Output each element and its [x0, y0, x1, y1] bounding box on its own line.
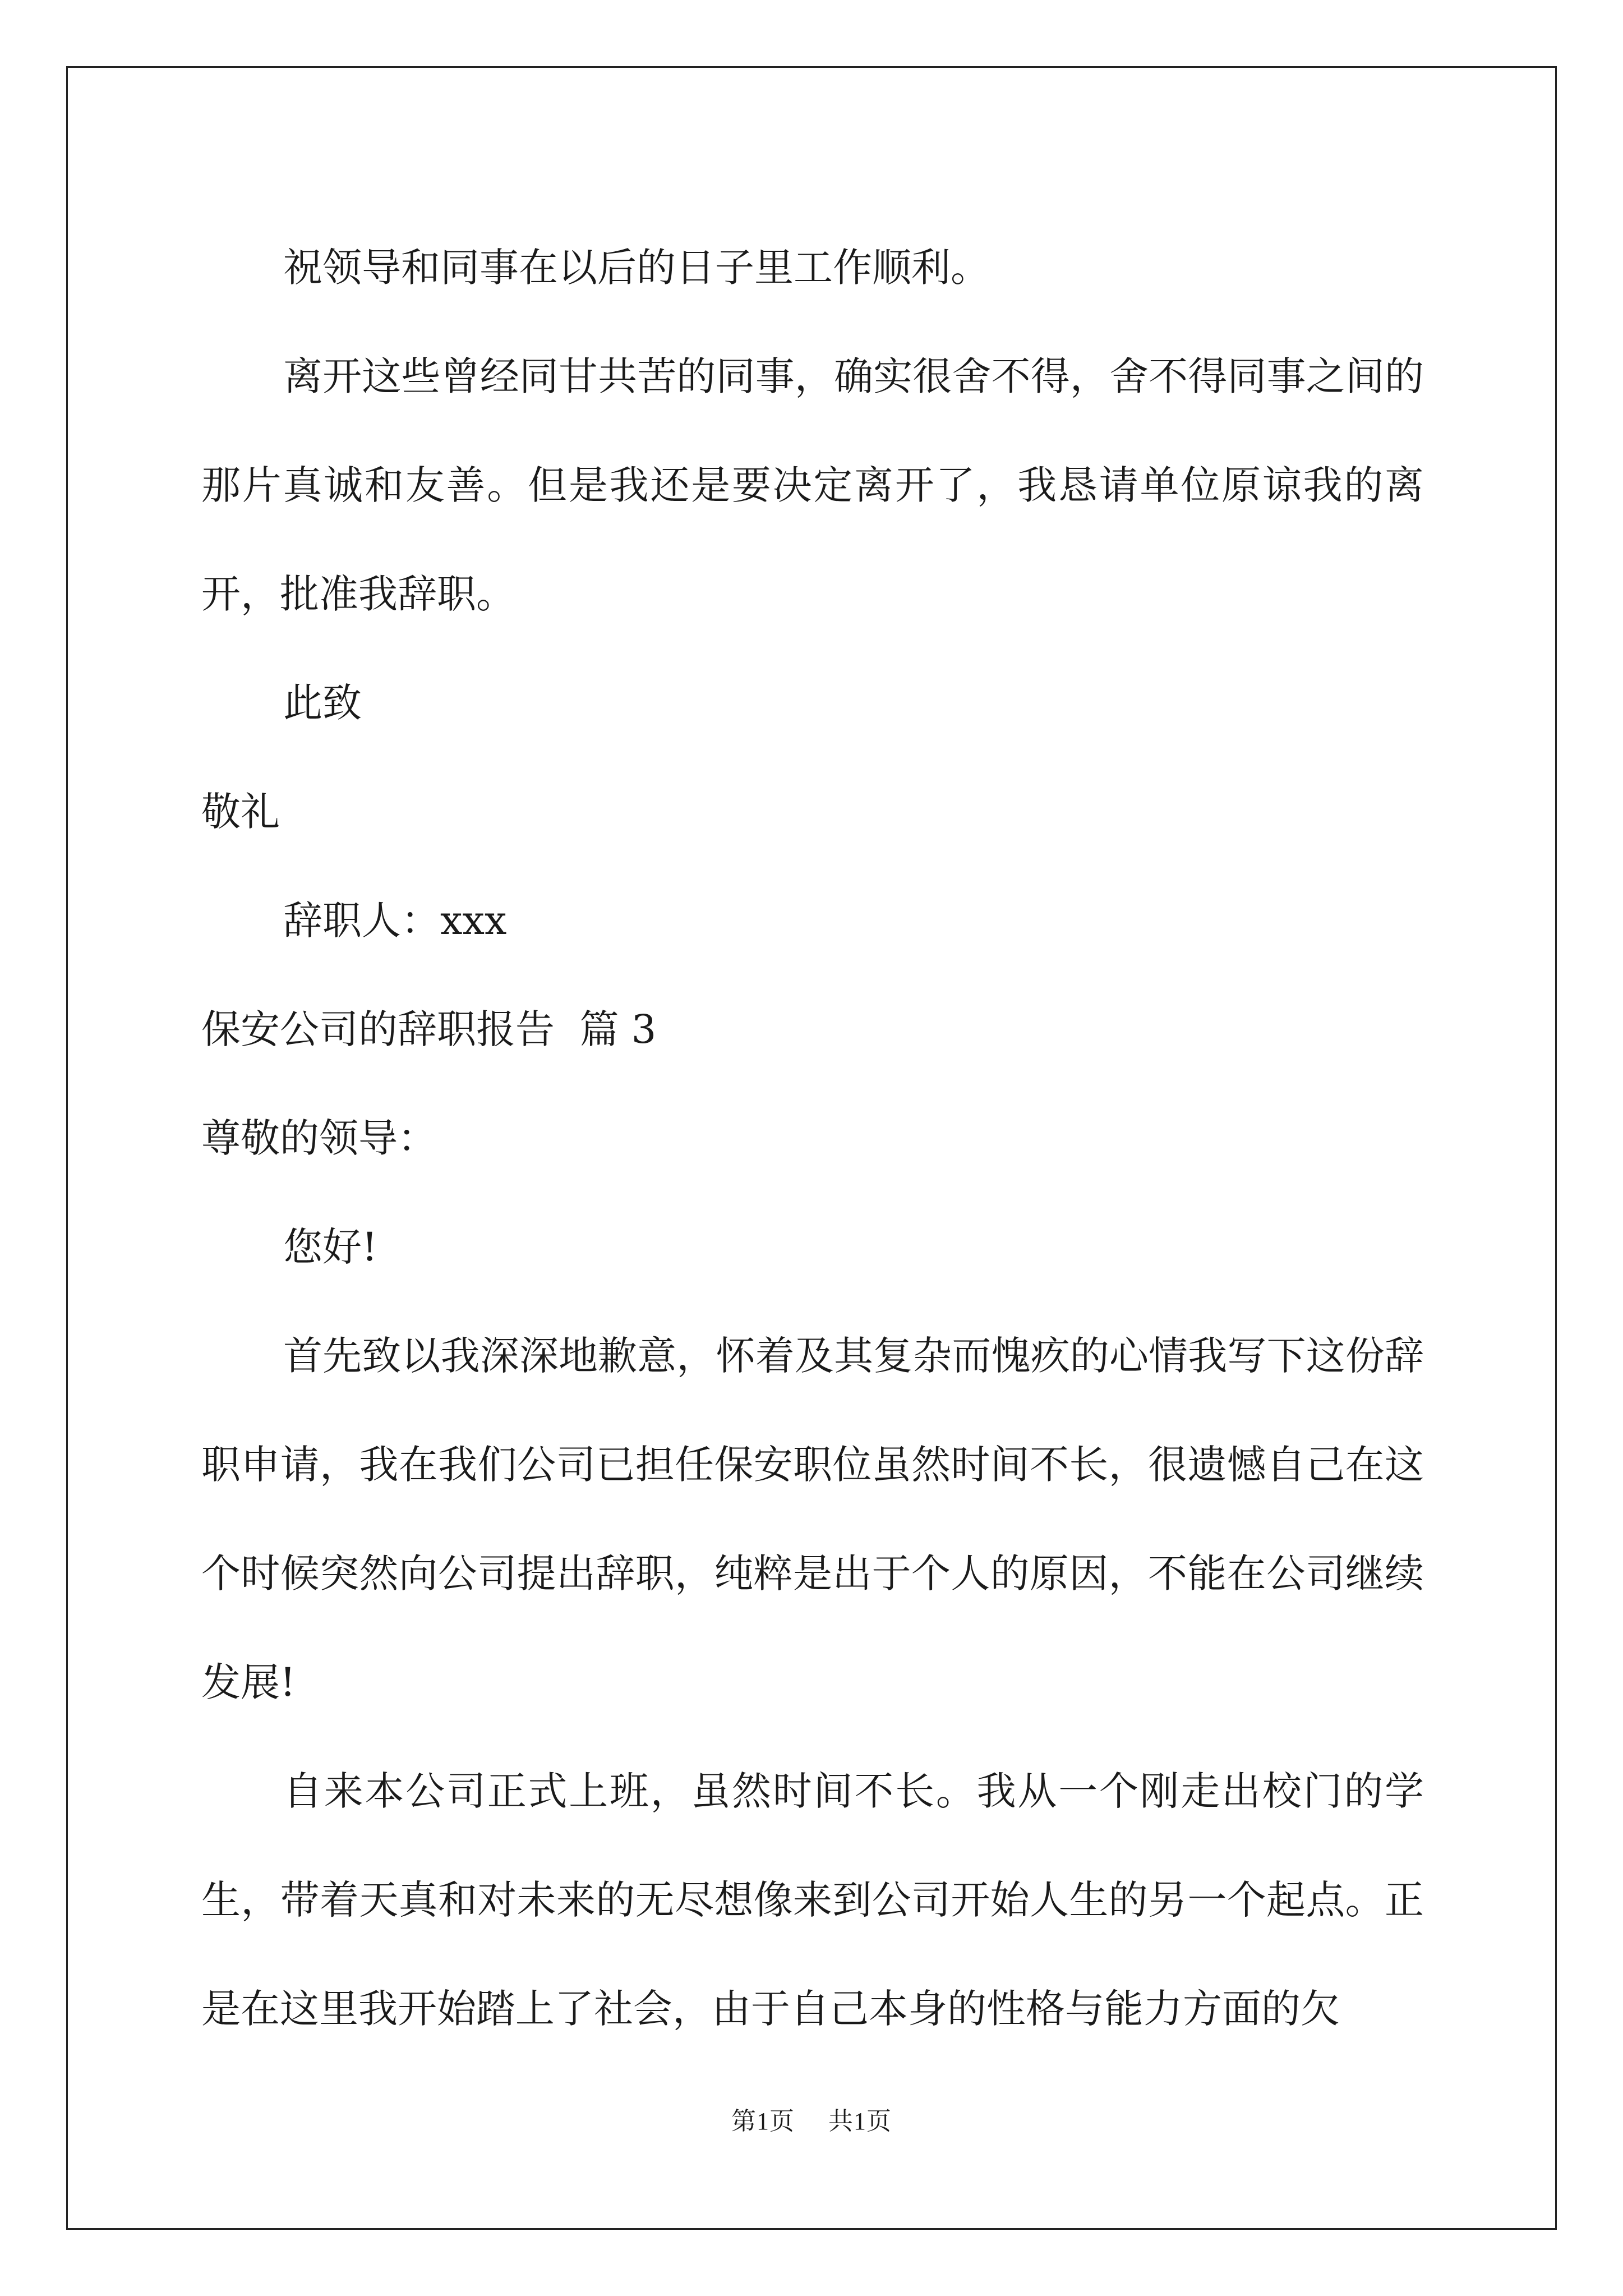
- page-number-current: 第1页: [731, 2108, 795, 2135]
- paragraph-background: 自来本公司正式上班，虽然时间不长。我从一个刚走出校门的学生，带着天真和对未来的无尽想像来到公司开始人生的另一个起点。正是在这里我开始踏上了社会，由于自己本身的性格与能力方面的欠: [201, 1768, 1424, 2032]
- document-body: [201, 213, 1424, 2063]
- paragraph-closing-wish: 祝领导和同事在以后的日子里工作顺利。: [283, 245, 990, 291]
- page-footer: [0, 2101, 1623, 2137]
- paragraph-farewell: 离开这些曾经同甘共苦的同事，确实很舍不得，舍不得同事之间的那片真诚和友善。但是我还是要决定离开了，我恳请单位原谅我的离开，批准我辞职。: [201, 353, 1424, 617]
- paragraph-greeting: 尊敬的领导：: [201, 1115, 437, 1161]
- paragraph-salutation-cizhi: 此致: [283, 680, 362, 726]
- paragraph-salutation-jingli: 敬礼: [201, 789, 280, 835]
- paragraph-signature: 辞职人：xxx: [283, 898, 507, 944]
- section-title: 保安公司的辞职报告 篇 3: [201, 1006, 657, 1052]
- paragraph-apology: 首先致以我深深地歉意，怀着及其复杂而愧疚的心情我写下这份辞职申请，我在我们公司已担任保安职位虽然时间不长，很遗憾自己在这个时候突然向公司提出辞职，纯粹是出于个人的原因，不能在公司继续发展!: [201, 1333, 1424, 1705]
- page-number-total: 共1页: [828, 2108, 892, 2135]
- paragraph-hello: 您好!: [283, 1224, 378, 1270]
